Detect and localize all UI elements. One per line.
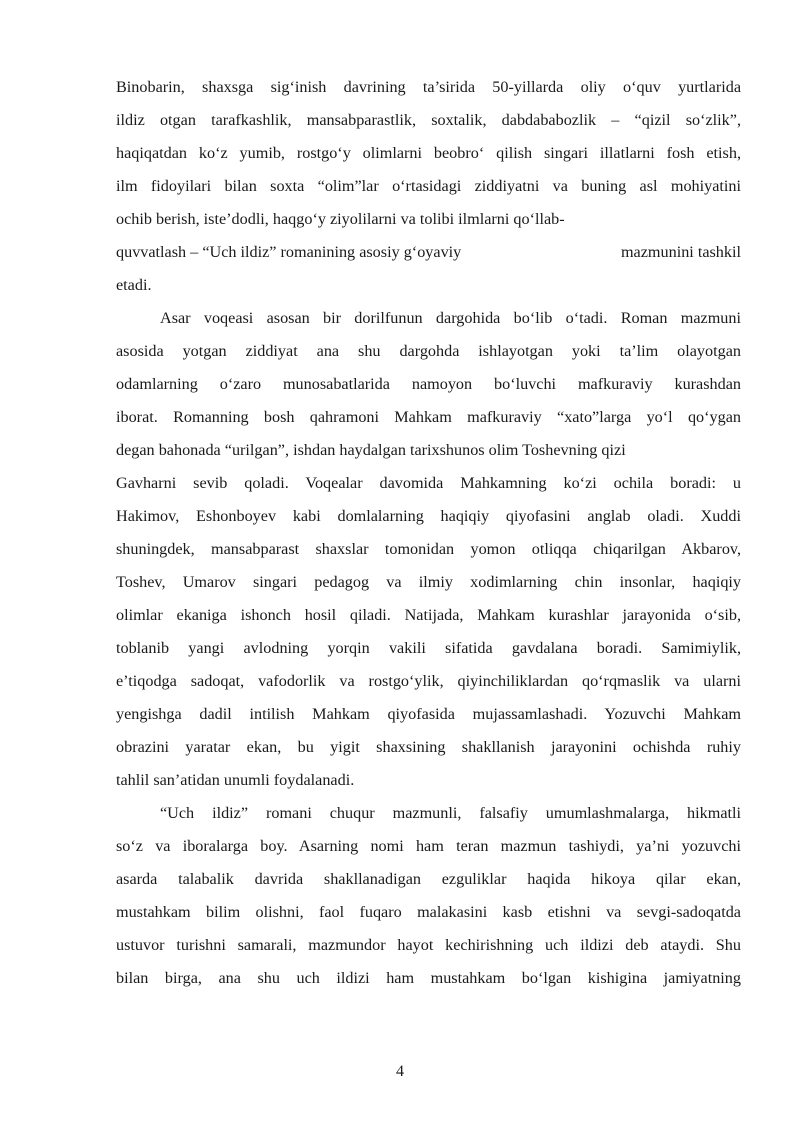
- text-line: toblanib yangi avlodning yorqin vakili sifatida gavdalana boradi. Samimiylik,: [116, 639, 741, 657]
- text-line: haqiqatdan ko‘z yumib, rostgo‘y olimlarni beobro‘ qilish singari illatlarni fosh etish,: [116, 144, 741, 162]
- text-line: obrazini yaratar ekan, bu yigit shaxsining shakllanish jarayonini ochishda ruhiy: [116, 738, 741, 756]
- text-line: quvvatlash – “Uch ildiz” romanining asosiy g‘oyaviy: [116, 243, 462, 261]
- text-line: olimlar ekaniga ishonch hosil qiladi. Natijada, Mahkam kurashlar jarayonida o‘sib,: [116, 606, 741, 624]
- text-line: ochib berish, iste’dodli, haqgo‘y ziyolilarni va tolibi ilmlarni qo‘llab-: [116, 210, 565, 228]
- text-line: bilan birga, ana shu uch ildizi ham mustahkam bo‘lgan kishigina jamiyatning: [116, 969, 741, 987]
- text-line: etadi.: [116, 276, 152, 294]
- text-line: so‘z va iboralarga boy. Asarning nomi ham teran mazmun tashiydi, ya’ni yozuvchi: [116, 837, 741, 855]
- text-line: asosida yotgan ziddiyat ana shu dargohda ishlayotgan yoki ta’lim olayotgan: [116, 342, 741, 360]
- paragraph-first-line: “Uch ildiz” romani chuqur mazmunli, falsafiy umumlashmalarga, hikmatli: [160, 804, 741, 822]
- text-line: Toshev, Umarov singari pedagog va ilmiy xodimlarning chin insonlar, haqiqiy: [116, 573, 741, 591]
- text-line: degan bahonada “urilgan”, ishdan haydalgan tarixshunos olim Toshevning qizi: [116, 441, 626, 459]
- text-line: ilm fidoyilari bilan soxta “olim”lar o‘rtasidagi ziddiyatni va buning asl mohiyatini: [116, 177, 741, 195]
- text-line: ustuvor turishni samarali, mazmundor hayot kechirishning uch ildizi deb ataydi. Shu: [116, 936, 741, 954]
- text-line: shuningdek, mansabparast shaxslar tomonidan yomon otliqqa chiqarilgan Akbarov,: [116, 540, 741, 558]
- text-line: iborat. Romanning bosh qahramoni Mahkam mafkuraviy “xato”larga yo‘l qo‘ygan: [116, 408, 741, 426]
- page-number: 4: [396, 1063, 404, 1080]
- text-line: e’tiqodga sadoqat, vafodorlik va rostgo‘ylik, qiyinchiliklardan qo‘rqmaslik va ularni: [116, 672, 741, 690]
- paragraph-first-line: Asar voqeasi asosan bir dorilfunun dargohida bo‘lib o‘tadi. Roman mazmuni: [160, 309, 741, 327]
- text-line: yengishga dadil intilish Mahkam qiyofasida mujassamlashadi. Yozuvchi Mahkam: [116, 705, 741, 723]
- text-line: odamlarning o‘zaro munosabatlarida namoyon bo‘luvchi mafkuraviy kurashdan: [116, 375, 741, 393]
- text-line: Hakimov, Eshonboyev kabi domlalarning haqiqiy qiyofasini anglab oladi. Xuddi: [116, 507, 741, 525]
- text-line: ildiz otgan tarafkashlik, mansabparastlik, soxtalik, dabdababozlik – “qizil so‘zlik”,: [116, 111, 741, 129]
- text-line: Binobarin, shaxsga sig‘inish davrining ta’sirida 50-yillarda oliy o‘quv yurtlarida: [116, 78, 741, 96]
- text-line: tahlil san’atidan unumli foydalanadi.: [116, 771, 355, 789]
- text-line: asarda talabalik davrida shakllanadigan ezguliklar haqida hikoya qilar ekan,: [116, 870, 741, 888]
- text-line: Gavharni sevib qoladi. Voqealar davomida Mahkamning ko‘zi ochila boradi: u: [116, 474, 741, 492]
- text-line: mustahkam bilim olishni, faol fuqaro malakasini kasb etishni va sevgi-sadoqatda: [116, 903, 741, 921]
- text-line: mazmunini tashkil: [620, 243, 741, 261]
